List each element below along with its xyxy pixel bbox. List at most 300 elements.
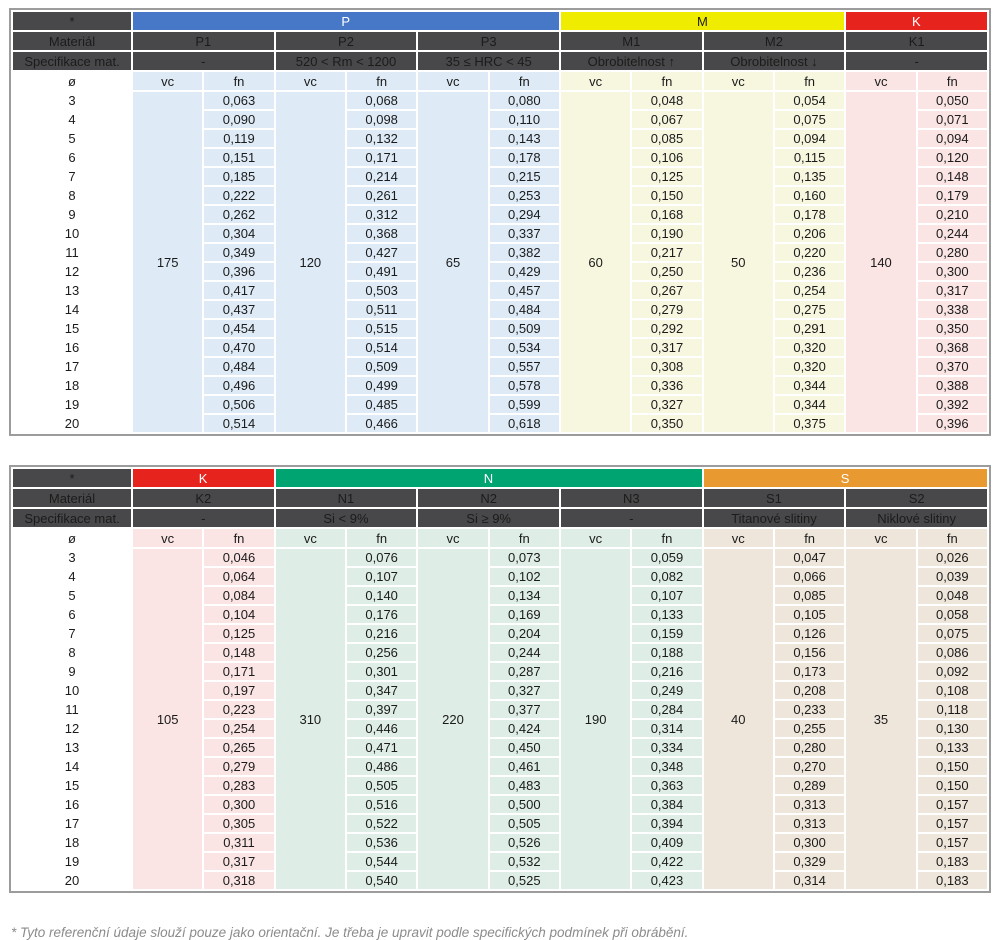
fn-value-K1-d11: 0,280 xyxy=(918,244,987,261)
fn-value-P1-d11: 0,349 xyxy=(204,244,273,261)
fn-value-P3-d4: 0,110 xyxy=(490,111,559,128)
diameter-value-cell: 9 xyxy=(13,206,131,223)
fn-value-P1-d13: 0,417 xyxy=(204,282,273,299)
vc-value-P3: 65 xyxy=(418,92,487,432)
fn-value-N2-d9: 0,287 xyxy=(490,663,559,680)
fn-value-K2-d19: 0,317 xyxy=(204,853,273,870)
fn-value-S2-d12: 0,130 xyxy=(918,720,987,737)
fn-value-N3-d19: 0,422 xyxy=(632,853,701,870)
fn-value-S2-d7: 0,075 xyxy=(918,625,987,642)
vc-header-S2: vc xyxy=(846,529,915,547)
fn-value-S2-d17: 0,157 xyxy=(918,815,987,832)
fn-value-P1-d12: 0,396 xyxy=(204,263,273,280)
diameter-symbol-cell: ø xyxy=(13,529,131,547)
fn-value-P3-d3: 0,080 xyxy=(490,92,559,109)
material-name-M1: M1 xyxy=(561,32,702,50)
vc-header-M1: vc xyxy=(561,72,630,90)
vc-value-M2: 50 xyxy=(704,92,773,432)
fn-value-S1-d11: 0,233 xyxy=(775,701,844,718)
fn-value-S1-d18: 0,300 xyxy=(775,834,844,851)
fn-value-S2-d18: 0,157 xyxy=(918,834,987,851)
fn-value-K2-d11: 0,223 xyxy=(204,701,273,718)
fn-value-S2-d14: 0,150 xyxy=(918,758,987,775)
fn-value-M2-d19: 0,344 xyxy=(775,396,844,413)
fn-value-P3-d8: 0,253 xyxy=(490,187,559,204)
diameter-value-cell: 5 xyxy=(13,587,131,604)
fn-value-M2-d8: 0,160 xyxy=(775,187,844,204)
fn-value-N1-d6: 0,176 xyxy=(347,606,416,623)
vc-header-N3: vc xyxy=(561,529,630,547)
fn-value-K2-d20: 0,318 xyxy=(204,872,273,889)
material-name-row xyxy=(13,32,987,50)
material-spec-N2: Si ≥ 9% xyxy=(418,509,559,527)
fn-value-N1-d16: 0,516 xyxy=(347,796,416,813)
fn-value-S2-d15: 0,150 xyxy=(918,777,987,794)
fn-value-S1-d3: 0,047 xyxy=(775,549,844,566)
fn-value-S2-d3: 0,026 xyxy=(918,549,987,566)
fn-value-K2-d4: 0,064 xyxy=(204,568,273,585)
material-spec-P2: 520 < Rm < 1200 xyxy=(276,52,417,70)
fn-value-M1-d3: 0,048 xyxy=(632,92,701,109)
fn-header-M2: fn xyxy=(775,72,844,90)
fn-value-S1-d19: 0,329 xyxy=(775,853,844,870)
vc-value-S1: 40 xyxy=(704,549,773,889)
fn-header-N2: fn xyxy=(490,529,559,547)
fn-value-P1-d3: 0,063 xyxy=(204,92,273,109)
diameter-value-cell: 20 xyxy=(13,872,131,889)
fn-value-P1-d6: 0,151 xyxy=(204,149,273,166)
fn-value-N2-d13: 0,450 xyxy=(490,739,559,756)
fn-value-P3-d9: 0,294 xyxy=(490,206,559,223)
fn-value-P3-d6: 0,178 xyxy=(490,149,559,166)
material-spec-P1: - xyxy=(133,52,274,70)
fn-header-P2: fn xyxy=(347,72,416,90)
fn-value-S2-d8: 0,086 xyxy=(918,644,987,661)
fn-value-P1-d4: 0,090 xyxy=(204,111,273,128)
fn-value-K2-d9: 0,171 xyxy=(204,663,273,680)
group-header-P: P xyxy=(133,12,559,30)
diameter-value-cell: 8 xyxy=(13,644,131,661)
diameter-value-cell: 17 xyxy=(13,358,131,375)
fn-value-N3-d20: 0,423 xyxy=(632,872,701,889)
fn-value-S1-d10: 0,208 xyxy=(775,682,844,699)
diameter-value-cell: 20 xyxy=(13,415,131,432)
fn-value-S1-d16: 0,313 xyxy=(775,796,844,813)
fn-value-P1-d14: 0,437 xyxy=(204,301,273,318)
diameter-value-cell: 6 xyxy=(13,606,131,623)
fn-value-K1-d19: 0,392 xyxy=(918,396,987,413)
diameter-value-cell: 6 xyxy=(13,149,131,166)
fn-value-M1-d10: 0,190 xyxy=(632,225,701,242)
fn-value-M1-d7: 0,125 xyxy=(632,168,701,185)
fn-value-N2-d18: 0,526 xyxy=(490,834,559,851)
fn-value-N2-d16: 0,500 xyxy=(490,796,559,813)
fn-header-P3: fn xyxy=(490,72,559,90)
fn-value-P1-d10: 0,304 xyxy=(204,225,273,242)
fn-value-P2-d6: 0,171 xyxy=(347,149,416,166)
diameter-value-cell: 12 xyxy=(13,720,131,737)
fn-value-S2-d19: 0,183 xyxy=(918,853,987,870)
fn-header-M1: fn xyxy=(632,72,701,90)
fn-value-K1-d16: 0,368 xyxy=(918,339,987,356)
material-name-N3: N3 xyxy=(561,489,702,507)
fn-value-S1-d14: 0,270 xyxy=(775,758,844,775)
vc-value-P2: 120 xyxy=(276,92,345,432)
fn-value-P2-d17: 0,509 xyxy=(347,358,416,375)
vc-header-P2: vc xyxy=(276,72,345,90)
fn-value-S1-d20: 0,314 xyxy=(775,872,844,889)
fn-value-P2-d14: 0,511 xyxy=(347,301,416,318)
diameter-value-cell: 7 xyxy=(13,625,131,642)
fn-value-K1-d20: 0,396 xyxy=(918,415,987,432)
fn-value-M1-d17: 0,308 xyxy=(632,358,701,375)
fn-value-P2-d9: 0,312 xyxy=(347,206,416,223)
fn-value-K2-d17: 0,305 xyxy=(204,815,273,832)
fn-value-M2-d10: 0,206 xyxy=(775,225,844,242)
fn-value-M2-d9: 0,178 xyxy=(775,206,844,223)
fn-value-M2-d12: 0,236 xyxy=(775,263,844,280)
fn-value-M1-d11: 0,217 xyxy=(632,244,701,261)
fn-value-P1-d9: 0,262 xyxy=(204,206,273,223)
material-name-N2: N2 xyxy=(418,489,559,507)
fn-value-K1-d4: 0,071 xyxy=(918,111,987,128)
cutting-table-1 xyxy=(9,8,991,436)
diameter-value-cell: 14 xyxy=(13,758,131,775)
spec-row-label: Specifikace mat. xyxy=(13,509,131,527)
fn-value-K2-d5: 0,084 xyxy=(204,587,273,604)
diameter-value-cell: 14 xyxy=(13,301,131,318)
diameter-value-cell: 15 xyxy=(13,320,131,337)
fn-value-N3-d8: 0,188 xyxy=(632,644,701,661)
fn-value-S1-d8: 0,156 xyxy=(775,644,844,661)
material-name-S1: S1 xyxy=(704,489,845,507)
fn-value-N2-d15: 0,483 xyxy=(490,777,559,794)
fn-value-N2-d7: 0,204 xyxy=(490,625,559,642)
fn-value-P2-d12: 0,491 xyxy=(347,263,416,280)
fn-value-K2-d12: 0,254 xyxy=(204,720,273,737)
fn-value-M1-d18: 0,336 xyxy=(632,377,701,394)
fn-value-P2-d10: 0,368 xyxy=(347,225,416,242)
diameter-value-cell: 16 xyxy=(13,339,131,356)
fn-value-N1-d14: 0,486 xyxy=(347,758,416,775)
fn-value-M2-d7: 0,135 xyxy=(775,168,844,185)
fn-value-P2-d4: 0,098 xyxy=(347,111,416,128)
fn-header-S1: fn xyxy=(775,529,844,547)
material-name-N1: N1 xyxy=(276,489,417,507)
fn-value-M1-d12: 0,250 xyxy=(632,263,701,280)
material-name-P2: P2 xyxy=(276,32,417,50)
fn-value-N3-d12: 0,314 xyxy=(632,720,701,737)
vc-value-N2: 220 xyxy=(418,549,487,889)
fn-value-P1-d16: 0,470 xyxy=(204,339,273,356)
fn-value-M1-d9: 0,168 xyxy=(632,206,701,223)
material-spec-S2: Niklové slitiny xyxy=(846,509,987,527)
fn-value-M2-d16: 0,320 xyxy=(775,339,844,356)
fn-value-N1-d15: 0,505 xyxy=(347,777,416,794)
vc-header-N1: vc xyxy=(276,529,345,547)
diameter-value-cell: 19 xyxy=(13,853,131,870)
fn-value-K2-d8: 0,148 xyxy=(204,644,273,661)
material-spec-K1: - xyxy=(846,52,987,70)
fn-value-K1-d18: 0,388 xyxy=(918,377,987,394)
diameter-value-cell: 13 xyxy=(13,739,131,756)
fn-value-K1-d3: 0,050 xyxy=(918,92,987,109)
material-name-K1: K1 xyxy=(846,32,987,50)
diameter-value-cell: 4 xyxy=(13,568,131,585)
fn-value-S1-d12: 0,255 xyxy=(775,720,844,737)
data-row-d3 xyxy=(13,549,987,566)
diameter-value-cell: 17 xyxy=(13,815,131,832)
vc-header-M2: vc xyxy=(704,72,773,90)
fn-value-S1-d9: 0,173 xyxy=(775,663,844,680)
fn-value-N3-d4: 0,082 xyxy=(632,568,701,585)
fn-value-K2-d7: 0,125 xyxy=(204,625,273,642)
fn-value-S2-d20: 0,183 xyxy=(918,872,987,889)
fn-value-P1-d5: 0,119 xyxy=(204,130,273,147)
diameter-value-cell: 11 xyxy=(13,244,131,261)
fn-value-P3-d19: 0,599 xyxy=(490,396,559,413)
fn-value-K1-d14: 0,338 xyxy=(918,301,987,318)
material-row-label: Materiál xyxy=(13,32,131,50)
fn-value-K1-d9: 0,210 xyxy=(918,206,987,223)
fn-value-P1-d17: 0,484 xyxy=(204,358,273,375)
fn-value-N2-d10: 0,327 xyxy=(490,682,559,699)
fn-value-N1-d17: 0,522 xyxy=(347,815,416,832)
fn-value-S1-d15: 0,289 xyxy=(775,777,844,794)
vc-value-N3: 190 xyxy=(561,549,630,889)
fn-value-M1-d14: 0,279 xyxy=(632,301,701,318)
fn-value-N1-d19: 0,544 xyxy=(347,853,416,870)
fn-value-K1-d6: 0,120 xyxy=(918,149,987,166)
fn-value-N3-d15: 0,363 xyxy=(632,777,701,794)
fn-value-P2-d11: 0,427 xyxy=(347,244,416,261)
fn-value-K2-d15: 0,283 xyxy=(204,777,273,794)
fn-value-P3-d13: 0,457 xyxy=(490,282,559,299)
fn-value-K1-d7: 0,148 xyxy=(918,168,987,185)
cutting-table-2-host xyxy=(9,465,991,893)
fn-value-M1-d6: 0,106 xyxy=(632,149,701,166)
fn-value-N1-d7: 0,216 xyxy=(347,625,416,642)
star-cell: * xyxy=(13,469,131,487)
fn-value-S2-d4: 0,039 xyxy=(918,568,987,585)
fn-header-N3: fn xyxy=(632,529,701,547)
diameter-value-cell: 9 xyxy=(13,663,131,680)
fn-value-K1-d17: 0,370 xyxy=(918,358,987,375)
spec-row-label: Specifikace mat. xyxy=(13,52,131,70)
fn-value-P3-d18: 0,578 xyxy=(490,377,559,394)
fn-value-P2-d13: 0,503 xyxy=(347,282,416,299)
diameter-value-cell: 5 xyxy=(13,130,131,147)
diameter-value-cell: 3 xyxy=(13,92,131,109)
fn-value-P1-d15: 0,454 xyxy=(204,320,273,337)
fn-value-P3-d15: 0,509 xyxy=(490,320,559,337)
material-spec-row xyxy=(13,509,987,527)
fn-value-N2-d8: 0,244 xyxy=(490,644,559,661)
cutting-table-2 xyxy=(9,465,991,893)
vc-value-M1: 60 xyxy=(561,92,630,432)
fn-value-N1-d20: 0,540 xyxy=(347,872,416,889)
group-header-N: N xyxy=(276,469,702,487)
fn-value-P3-d14: 0,484 xyxy=(490,301,559,318)
fn-value-P2-d7: 0,214 xyxy=(347,168,416,185)
fn-value-K2-d13: 0,265 xyxy=(204,739,273,756)
fn-value-N3-d10: 0,249 xyxy=(632,682,701,699)
fn-value-N3-d7: 0,159 xyxy=(632,625,701,642)
fn-value-M1-d20: 0,350 xyxy=(632,415,701,432)
fn-value-N2-d19: 0,532 xyxy=(490,853,559,870)
fn-value-P3-d7: 0,215 xyxy=(490,168,559,185)
vc-header-P1: vc xyxy=(133,72,202,90)
fn-value-P3-d20: 0,618 xyxy=(490,415,559,432)
fn-value-N3-d18: 0,409 xyxy=(632,834,701,851)
fn-value-N1-d18: 0,536 xyxy=(347,834,416,851)
material-name-S2: S2 xyxy=(846,489,987,507)
diameter-value-cell: 8 xyxy=(13,187,131,204)
fn-value-K2-d6: 0,104 xyxy=(204,606,273,623)
fn-value-K1-d15: 0,350 xyxy=(918,320,987,337)
group-header-K: K xyxy=(846,12,987,30)
fn-header-K1: fn xyxy=(918,72,987,90)
fn-header-N1: fn xyxy=(347,529,416,547)
fn-value-S1-d4: 0,066 xyxy=(775,568,844,585)
fn-value-M2-d18: 0,344 xyxy=(775,377,844,394)
fn-value-K1-d10: 0,244 xyxy=(918,225,987,242)
fn-header-S2: fn xyxy=(918,529,987,547)
footnote: * Tyto referenční údaje slouží pouze jako orientační. Je třeba je upravit podle specifických podmínek při obrábění. xyxy=(11,925,689,940)
fn-value-P1-d7: 0,185 xyxy=(204,168,273,185)
fn-value-P2-d18: 0,499 xyxy=(347,377,416,394)
material-name-row xyxy=(13,489,987,507)
fn-value-M1-d8: 0,150 xyxy=(632,187,701,204)
vc-header-K2: vc xyxy=(133,529,202,547)
fn-value-N2-d20: 0,525 xyxy=(490,872,559,889)
fn-value-N3-d5: 0,107 xyxy=(632,587,701,604)
fn-value-K1-d5: 0,094 xyxy=(918,130,987,147)
fn-value-S2-d5: 0,048 xyxy=(918,587,987,604)
fn-value-M2-d13: 0,254 xyxy=(775,282,844,299)
group-header-K: K xyxy=(133,469,274,487)
fn-value-K2-d3: 0,046 xyxy=(204,549,273,566)
fn-value-M1-d19: 0,327 xyxy=(632,396,701,413)
diameter-value-cell: 4 xyxy=(13,111,131,128)
fn-value-N3-d3: 0,059 xyxy=(632,549,701,566)
vc-value-P1: 175 xyxy=(133,92,202,432)
fn-value-S2-d11: 0,118 xyxy=(918,701,987,718)
fn-value-P3-d5: 0,143 xyxy=(490,130,559,147)
fn-value-M2-d14: 0,275 xyxy=(775,301,844,318)
diameter-value-cell: 12 xyxy=(13,263,131,280)
diameter-value-cell: 3 xyxy=(13,549,131,566)
diameter-value-cell: 15 xyxy=(13,777,131,794)
fn-value-P3-d12: 0,429 xyxy=(490,263,559,280)
fn-value-P1-d20: 0,514 xyxy=(204,415,273,432)
fn-value-P2-d3: 0,068 xyxy=(347,92,416,109)
vc-header-S1: vc xyxy=(704,529,773,547)
fn-value-N3-d11: 0,284 xyxy=(632,701,701,718)
fn-value-P2-d8: 0,261 xyxy=(347,187,416,204)
vc-fn-header-row xyxy=(13,529,987,547)
data-row-d3 xyxy=(13,92,987,109)
fn-value-N1-d4: 0,107 xyxy=(347,568,416,585)
vc-value-K1: 140 xyxy=(846,92,915,432)
material-name-P3: P3 xyxy=(418,32,559,50)
fn-value-N1-d13: 0,471 xyxy=(347,739,416,756)
group-header-row xyxy=(13,12,987,30)
diameter-value-cell: 16 xyxy=(13,796,131,813)
fn-value-K1-d8: 0,179 xyxy=(918,187,987,204)
vc-value-N1: 310 xyxy=(276,549,345,889)
material-row-label: Materiál xyxy=(13,489,131,507)
fn-value-M1-d15: 0,292 xyxy=(632,320,701,337)
fn-value-N3-d13: 0,334 xyxy=(632,739,701,756)
fn-value-K2-d14: 0,279 xyxy=(204,758,273,775)
diameter-value-cell: 7 xyxy=(13,168,131,185)
fn-value-M1-d4: 0,067 xyxy=(632,111,701,128)
fn-value-P1-d18: 0,496 xyxy=(204,377,273,394)
fn-value-N1-d8: 0,256 xyxy=(347,644,416,661)
diameter-value-cell: 11 xyxy=(13,701,131,718)
fn-value-M2-d15: 0,291 xyxy=(775,320,844,337)
vc-header-P3: vc xyxy=(418,72,487,90)
fn-value-N3-d17: 0,394 xyxy=(632,815,701,832)
material-name-P1: P1 xyxy=(133,32,274,50)
vc-header-N2: vc xyxy=(418,529,487,547)
table-spacer xyxy=(9,436,991,465)
material-spec-P3: 35 ≤ HRC < 45 xyxy=(418,52,559,70)
vc-fn-header-row xyxy=(13,72,987,90)
fn-value-K2-d18: 0,311 xyxy=(204,834,273,851)
fn-value-N1-d5: 0,140 xyxy=(347,587,416,604)
group-header-M: M xyxy=(561,12,844,30)
fn-value-K2-d10: 0,197 xyxy=(204,682,273,699)
fn-value-M2-d5: 0,094 xyxy=(775,130,844,147)
material-spec-M2: Obrobitelnost ↓ xyxy=(704,52,845,70)
cutting-table-1-host xyxy=(9,8,991,436)
material-name-K2: K2 xyxy=(133,489,274,507)
fn-value-N1-d10: 0,347 xyxy=(347,682,416,699)
diameter-value-cell: 10 xyxy=(13,225,131,242)
fn-value-P3-d16: 0,534 xyxy=(490,339,559,356)
group-header-S: S xyxy=(704,469,987,487)
material-name-M2: M2 xyxy=(704,32,845,50)
diameter-value-cell: 10 xyxy=(13,682,131,699)
fn-value-S1-d7: 0,126 xyxy=(775,625,844,642)
fn-value-P3-d11: 0,382 xyxy=(490,244,559,261)
fn-value-M2-d20: 0,375 xyxy=(775,415,844,432)
fn-value-M2-d11: 0,220 xyxy=(775,244,844,261)
fn-value-M1-d5: 0,085 xyxy=(632,130,701,147)
fn-value-S1-d17: 0,313 xyxy=(775,815,844,832)
fn-value-N2-d6: 0,169 xyxy=(490,606,559,623)
fn-value-M2-d3: 0,054 xyxy=(775,92,844,109)
fn-value-N2-d4: 0,102 xyxy=(490,568,559,585)
fn-value-M2-d4: 0,075 xyxy=(775,111,844,128)
vc-value-S2: 35 xyxy=(846,549,915,889)
fn-value-P2-d15: 0,515 xyxy=(347,320,416,337)
fn-value-N3-d14: 0,348 xyxy=(632,758,701,775)
fn-value-P2-d19: 0,485 xyxy=(347,396,416,413)
fn-header-P1: fn xyxy=(204,72,273,90)
diameter-value-cell: 19 xyxy=(13,396,131,413)
fn-value-S2-d16: 0,157 xyxy=(918,796,987,813)
fn-value-N1-d12: 0,446 xyxy=(347,720,416,737)
diameter-value-cell: 18 xyxy=(13,834,131,851)
fn-value-P3-d10: 0,337 xyxy=(490,225,559,242)
fn-value-N1-d9: 0,301 xyxy=(347,663,416,680)
diameter-value-cell: 18 xyxy=(13,377,131,394)
material-spec-N1: Si < 9% xyxy=(276,509,417,527)
fn-value-N2-d11: 0,377 xyxy=(490,701,559,718)
